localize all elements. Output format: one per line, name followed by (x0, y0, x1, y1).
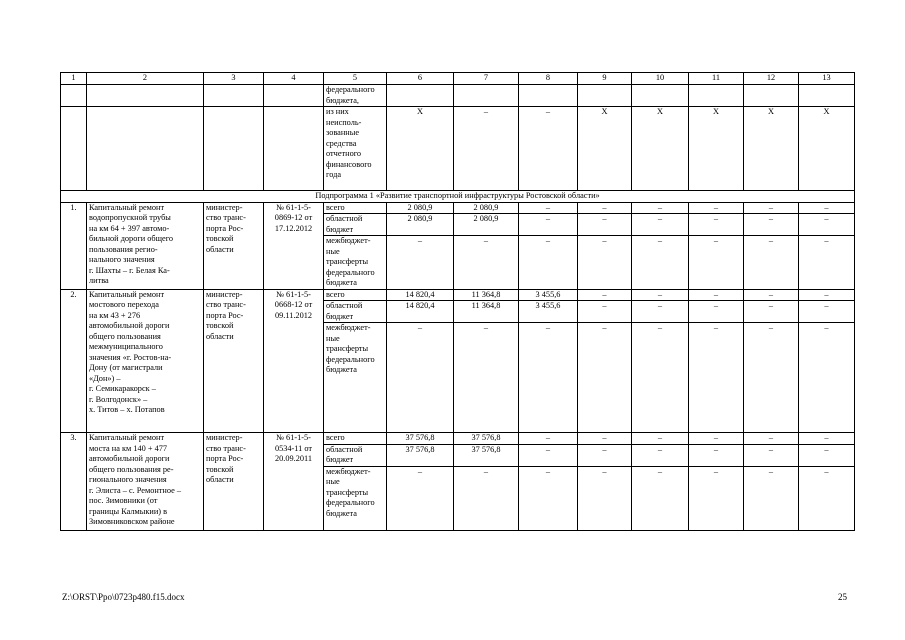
document-ref: № 61-1-5- 0534-11 от 20.09.2011 (264, 433, 324, 531)
value-cell: 2 080,9 (387, 214, 454, 236)
value-cell: – (744, 466, 799, 530)
empty-cell (387, 85, 454, 107)
value-cell: Х (578, 107, 632, 191)
budget-table (60, 72, 855, 531)
table-row (61, 433, 855, 445)
item-number: 1. (61, 202, 87, 289)
value-cell: – (799, 301, 855, 323)
funding-source-cell: всего (324, 433, 387, 445)
empty-cell (204, 85, 264, 107)
header-cell: 3 (204, 73, 264, 85)
empty-cell (61, 107, 87, 191)
table-row (61, 107, 855, 191)
document-ref: № 61-1-5- 0668-12 от 09.11.2012 (264, 289, 324, 433)
responsible-org: министер- ство транс- порта Рос- товской области (204, 433, 264, 531)
value-cell: – (744, 433, 799, 445)
value-cell: 2 080,9 (454, 214, 519, 236)
value-cell: – (578, 444, 632, 466)
value-cell: – (454, 466, 519, 530)
table-row (61, 289, 855, 301)
value-cell: – (632, 301, 689, 323)
value-cell: – (519, 236, 578, 290)
page-number: 25 (838, 592, 847, 602)
header-row (61, 73, 855, 85)
value-cell: – (799, 236, 855, 290)
value-cell: 14 820,4 (387, 301, 454, 323)
value-cell: – (519, 433, 578, 445)
funding-source-cell: всего (324, 289, 387, 301)
value-cell: – (689, 433, 744, 445)
value-cell: 3 455,6 (519, 301, 578, 323)
value-cell: Х (632, 107, 689, 191)
value-cell: – (632, 444, 689, 466)
footer-file-path: Z:\ORST\Ppo\0723p480.f15.docx (62, 592, 185, 602)
funding-source-cell: межбюджет- ные трансферты федерального бюджета (324, 466, 387, 530)
value-cell: – (519, 107, 578, 191)
value-cell: – (689, 289, 744, 301)
item-name: Капитальный ремонт моста на км 140 + 477 автомобильной дороги общего пользования ре- гионального значения г. Элиста – с. Ремонтное – пос. Зимовники (от границы Калмыкии) в Зимовниковском районе (87, 433, 204, 531)
value-cell: – (519, 214, 578, 236)
value-cell: – (578, 289, 632, 301)
header-cell: 11 (689, 73, 744, 85)
value-cell: – (454, 236, 519, 290)
value-cell: Х (689, 107, 744, 191)
value-cell: – (799, 466, 855, 530)
document-ref: № 61-1-5- 0869-12 от 17.12.2012 (264, 202, 324, 289)
item-name: Капитальный ремонт водопропускной трубы на км 64 + 397 автомо- бильной дороги общего пользования регио- нального значения г. Шахты – г. Белая Ка- литва (87, 202, 204, 289)
value-cell: 37 576,8 (387, 444, 454, 466)
header-cell: 1 (61, 73, 87, 85)
value-cell: – (744, 301, 799, 323)
value-cell: – (387, 236, 454, 290)
empty-cell (87, 85, 204, 107)
value-cell: – (519, 323, 578, 433)
item-number: 3. (61, 433, 87, 531)
value-cell: 11 364,8 (454, 289, 519, 301)
empty-cell (744, 85, 799, 107)
value-cell: 37 576,8 (454, 444, 519, 466)
header-cell: 9 (578, 73, 632, 85)
funding-source-cell: межбюджет- ные трансферты федерального бюджета (324, 236, 387, 290)
value-cell: 11 364,8 (454, 301, 519, 323)
empty-cell (632, 85, 689, 107)
value-cell: – (454, 323, 519, 433)
empty-cell (454, 85, 519, 107)
subprogram-title: Подпрограмма 1 «Развитие транспортной инфраструктуры Ростовской области» (61, 191, 855, 203)
value-cell: 3 455,6 (519, 289, 578, 301)
value-cell: – (744, 202, 799, 214)
value-cell: 2 080,9 (387, 202, 454, 214)
table-row (61, 202, 855, 214)
value-cell: – (689, 202, 744, 214)
empty-cell (578, 85, 632, 107)
empty-cell (689, 85, 744, 107)
value-cell: – (519, 202, 578, 214)
value-cell: – (689, 214, 744, 236)
value-cell: – (632, 466, 689, 530)
header-cell: 2 (87, 73, 204, 85)
funding-source-cell: всего (324, 202, 387, 214)
header-cell: 7 (454, 73, 519, 85)
value-cell: – (387, 466, 454, 530)
value-cell: – (387, 323, 454, 433)
value-cell: – (454, 107, 519, 191)
header-cell: 5 (324, 73, 387, 85)
value-cell: – (689, 444, 744, 466)
value-cell: – (689, 301, 744, 323)
funding-source-cell: федерального бюджета, (324, 85, 387, 107)
value-cell: – (578, 466, 632, 530)
empty-cell (61, 85, 87, 107)
value-cell: – (578, 236, 632, 290)
value-cell: – (799, 202, 855, 214)
value-cell: – (689, 466, 744, 530)
value-cell: – (519, 444, 578, 466)
value-cell: – (799, 214, 855, 236)
funding-source-cell: областной бюджет (324, 214, 387, 236)
responsible-org: министер- ство транс- порта Рос- товской области (204, 202, 264, 289)
responsible-org: министер- ство транс- порта Рос- товской области (204, 289, 264, 433)
empty-cell (87, 107, 204, 191)
value-cell: – (744, 236, 799, 290)
subprogram-row (61, 191, 855, 203)
value-cell: 2 080,9 (454, 202, 519, 214)
value-cell: 37 576,8 (387, 433, 454, 445)
value-cell: – (799, 444, 855, 466)
value-cell: – (632, 289, 689, 301)
value-cell: 14 820,4 (387, 289, 454, 301)
header-cell: 8 (519, 73, 578, 85)
item-number: 2. (61, 289, 87, 433)
value-cell: Х (744, 107, 799, 191)
value-cell: – (632, 202, 689, 214)
header-cell: 6 (387, 73, 454, 85)
value-cell: – (744, 444, 799, 466)
value-cell: – (578, 214, 632, 236)
funding-source-cell: областной бюджет (324, 301, 387, 323)
value-cell: – (632, 433, 689, 445)
value-cell: – (632, 236, 689, 290)
value-cell: – (799, 289, 855, 301)
funding-source-cell: областной бюджет (324, 444, 387, 466)
empty-cell (264, 107, 324, 191)
value-cell: – (519, 466, 578, 530)
value-cell: 37 576,8 (454, 433, 519, 445)
value-cell: – (689, 236, 744, 290)
value-cell: – (689, 323, 744, 433)
empty-cell (519, 85, 578, 107)
item-name: Капитальный ремонт мостового перехода на км 43 + 276 автомобильной дороги общего пользования межмуниципального значения «г. Ростов-на- Дону (от магистрали «Дон») – г. Семикаракорск – г. Волгодонск» – х. Титов – х. Потапов (87, 289, 204, 433)
funding-source-cell: межбюджет- ные трансферты федерального бюджета (324, 323, 387, 433)
value-cell: Х (387, 107, 454, 191)
value-cell: – (632, 214, 689, 236)
value-cell: – (799, 433, 855, 445)
value-cell: – (578, 301, 632, 323)
funding-source-cell: из них неисполь- зованные средства отчетного финансового года (324, 107, 387, 191)
value-cell: – (744, 289, 799, 301)
value-cell: – (578, 323, 632, 433)
empty-cell (799, 85, 855, 107)
value-cell: – (578, 433, 632, 445)
header-cell: 13 (799, 73, 855, 85)
table-row (61, 85, 855, 107)
value-cell: Х (799, 107, 855, 191)
header-cell: 4 (264, 73, 324, 85)
empty-cell (264, 85, 324, 107)
empty-cell (204, 107, 264, 191)
value-cell: – (578, 202, 632, 214)
value-cell: – (744, 214, 799, 236)
header-cell: 12 (744, 73, 799, 85)
value-cell: – (632, 323, 689, 433)
header-cell: 10 (632, 73, 689, 85)
value-cell: – (799, 323, 855, 433)
value-cell: – (744, 323, 799, 433)
